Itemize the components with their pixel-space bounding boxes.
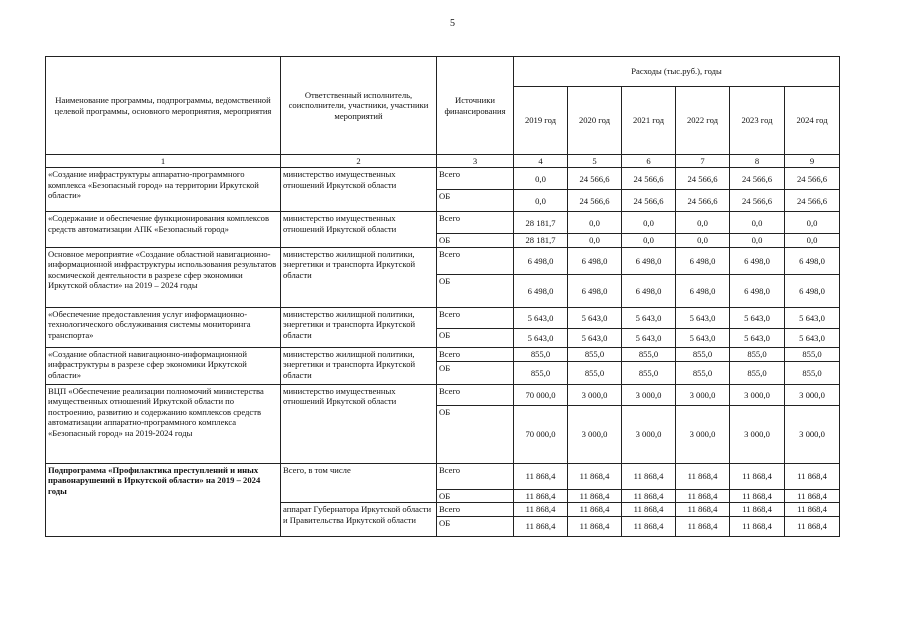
column-index: 5 (568, 155, 622, 168)
expense-value: 11 868,4 (730, 463, 785, 489)
expense-value: 855,0 (514, 347, 568, 361)
executor: министерство жилищной политики, энергетики и транспорта Иркутской области (281, 307, 437, 347)
expense-value: 6 498,0 (730, 274, 785, 307)
expense-value: 24 566,6 (622, 190, 676, 212)
budget-table (45, 56, 840, 537)
header-expenses: Расходы (тыс.руб.), годы (514, 57, 840, 87)
expense-value: 11 868,4 (785, 463, 840, 489)
expense-value: 24 566,6 (785, 168, 840, 190)
executor: министерство имущественных отношений Иркутской области (281, 384, 437, 463)
expense-value: 0,0 (730, 212, 785, 234)
expense-value: 6 498,0 (785, 274, 840, 307)
header-year: 2021 год (622, 87, 676, 155)
expense-value: 24 566,6 (568, 168, 622, 190)
expense-value: 0,0 (785, 234, 840, 247)
expense-value: 3 000,0 (730, 405, 785, 463)
header-year: 2023 год (730, 87, 785, 155)
expense-value: 11 868,4 (785, 503, 840, 516)
table-row (46, 307, 840, 328)
expense-value: 6 498,0 (785, 247, 840, 274)
expense-value: 11 868,4 (785, 516, 840, 536)
executor: министерство жилищной политики, энергетики и транспорта Иркутской области (281, 347, 437, 384)
table-row (46, 463, 840, 489)
expense-value: 0,0 (568, 234, 622, 247)
expense-value: 5 643,0 (514, 328, 568, 347)
executor: Всего, в том числе (281, 463, 437, 502)
page-number: 5 (450, 18, 455, 29)
program-name: «Создание инфраструктуры аппаратно-программного комплекса «Безопасный город» на территории Иркутской области» (46, 168, 281, 212)
expense-value: 11 868,4 (730, 489, 785, 502)
expense-value: 5 643,0 (730, 328, 785, 347)
expense-value: 11 868,4 (676, 463, 730, 489)
expense-value: 11 868,4 (568, 463, 622, 489)
header-year: 2022 год (676, 87, 730, 155)
funding-source: ОБ (437, 405, 514, 463)
header-year: 2024 год (785, 87, 840, 155)
expense-value: 11 868,4 (568, 516, 622, 536)
expense-value: 11 868,4 (730, 503, 785, 516)
table-row (46, 347, 840, 361)
column-index: 4 (514, 155, 568, 168)
expense-value: 6 498,0 (676, 274, 730, 307)
expense-value: 3 000,0 (676, 405, 730, 463)
expense-value: 855,0 (568, 361, 622, 384)
expense-value: 11 868,4 (514, 463, 568, 489)
expense-value: 11 868,4 (514, 503, 568, 516)
expense-value: 0,0 (514, 168, 568, 190)
expense-value: 24 566,6 (730, 190, 785, 212)
program-name: Основное мероприятие «Создание областной навигационно-информационной инфраструктуры использования результатов космической деятельности в разрезе сфер экономики Иркутской области» на 2019 – 2024 годы (46, 247, 281, 307)
executor: министерство имущественных отношений Иркутской области (281, 212, 437, 247)
expense-value: 855,0 (785, 361, 840, 384)
expense-value: 855,0 (514, 361, 568, 384)
expense-value: 3 000,0 (622, 384, 676, 405)
expense-value: 11 868,4 (676, 503, 730, 516)
program-name: ВЦП «Обеспечение реализации полномочий министерства имущественных отношений Иркутской области по построению, развитию и содержанию комплексов средств автоматизации аппаратно-программного комплекса «Безопасный город» на 2019-2024 годы (46, 384, 281, 463)
expense-value: 855,0 (622, 347, 676, 361)
expense-value: 24 566,6 (568, 190, 622, 212)
expense-value: 855,0 (730, 347, 785, 361)
expense-value: 28 181,7 (514, 212, 568, 234)
header-executor: Ответственный исполнитель, соисполнители, участники, участники мероприятий (281, 57, 437, 155)
expense-value: 3 000,0 (785, 384, 840, 405)
expense-value: 0,0 (622, 212, 676, 234)
expense-value: 3 000,0 (730, 384, 785, 405)
expense-value: 3 000,0 (568, 384, 622, 405)
expense-value: 6 498,0 (676, 247, 730, 274)
column-index: 2 (281, 155, 437, 168)
expense-value: 6 498,0 (514, 274, 568, 307)
funding-source: Всего (437, 347, 514, 361)
expense-value: 11 868,4 (622, 489, 676, 502)
funding-source: Всего (437, 168, 514, 190)
expense-value: 5 643,0 (622, 307, 676, 328)
funding-source: ОБ (437, 516, 514, 536)
header-year: 2019 год (514, 87, 568, 155)
expense-value: 5 643,0 (568, 307, 622, 328)
expense-value: 11 868,4 (785, 489, 840, 502)
expense-value: 5 643,0 (622, 328, 676, 347)
expense-value: 855,0 (785, 347, 840, 361)
expense-value: 855,0 (730, 361, 785, 384)
expense-value: 5 643,0 (676, 307, 730, 328)
expense-value: 0,0 (785, 212, 840, 234)
table-row (46, 212, 840, 234)
expense-value: 24 566,6 (676, 190, 730, 212)
header-funding-source: Источники финансирования (437, 57, 514, 155)
expense-value: 6 498,0 (514, 247, 568, 274)
funding-source: ОБ (437, 328, 514, 347)
funding-source: Всего (437, 212, 514, 234)
expense-value: 5 643,0 (730, 307, 785, 328)
expense-value: 5 643,0 (568, 328, 622, 347)
expense-value: 6 498,0 (622, 274, 676, 307)
column-index: 3 (437, 155, 514, 168)
expense-value: 0,0 (514, 190, 568, 212)
expense-value: 6 498,0 (568, 274, 622, 307)
expense-value: 0,0 (622, 234, 676, 247)
funding-source: Всего (437, 463, 514, 489)
expense-value: 11 868,4 (514, 489, 568, 502)
funding-source: ОБ (437, 190, 514, 212)
subprogram-name: Подпрограмма «Профилактика преступлений и иных правонарушений в Иркутской области» на 2019 – 2024 годы (46, 463, 281, 536)
expense-value: 3 000,0 (568, 405, 622, 463)
expense-value: 11 868,4 (568, 503, 622, 516)
expense-value: 11 868,4 (622, 503, 676, 516)
funding-source: ОБ (437, 274, 514, 307)
expense-value: 855,0 (622, 361, 676, 384)
program-name: «Обеспечение предоставления услуг информационно-технологического обслуживания системы мониторинга транспорта» (46, 307, 281, 347)
expense-value: 11 868,4 (568, 489, 622, 502)
expense-value: 5 643,0 (676, 328, 730, 347)
executor: министерство имущественных отношений Иркутской области (281, 168, 437, 212)
program-name: «Создание областной навигационно-информационной инфраструктуры в разрезе сфер экономики Иркутской области» (46, 347, 281, 384)
funding-source: Всего (437, 503, 514, 516)
expense-value: 11 868,4 (676, 516, 730, 536)
funding-source: Всего (437, 307, 514, 328)
header-program-name: Наименование программы, подпрограммы, ведомственной целевой программы, основного мероприятия, мероприятия (46, 57, 281, 155)
executor: министерство жилищной политики, энергетики и транспорта Иркутской области (281, 247, 437, 307)
expense-value: 11 868,4 (730, 516, 785, 536)
expense-value: 24 566,6 (730, 168, 785, 190)
funding-source: ОБ (437, 489, 514, 502)
expense-value: 24 566,6 (622, 168, 676, 190)
expense-value: 0,0 (730, 234, 785, 247)
expense-value: 6 498,0 (568, 247, 622, 274)
column-index-row (46, 155, 840, 168)
funding-source: Всего (437, 247, 514, 274)
funding-source: ОБ (437, 361, 514, 384)
expense-value: 6 498,0 (622, 247, 676, 274)
program-name: «Содержание и обеспечение функционирования комплексов средств автоматизации АПК «Безопасный город» (46, 212, 281, 247)
expense-value: 11 868,4 (622, 463, 676, 489)
expense-value: 3 000,0 (785, 405, 840, 463)
column-index: 1 (46, 155, 281, 168)
expense-value: 70 000,0 (514, 384, 568, 405)
expense-value: 855,0 (568, 347, 622, 361)
column-index: 6 (622, 155, 676, 168)
expense-value: 0,0 (676, 234, 730, 247)
expense-value: 3 000,0 (676, 384, 730, 405)
expense-value: 11 868,4 (622, 516, 676, 536)
expense-value: 5 643,0 (785, 328, 840, 347)
expense-value: 6 498,0 (730, 247, 785, 274)
table-row (46, 384, 840, 405)
executor: аппарат Губернатора Иркутской области и Правительства Иркутской области (281, 503, 437, 536)
table-row (46, 247, 840, 274)
expense-value: 11 868,4 (514, 516, 568, 536)
expense-value: 5 643,0 (785, 307, 840, 328)
table-row (46, 168, 840, 190)
expense-value: 855,0 (676, 361, 730, 384)
expense-value: 855,0 (676, 347, 730, 361)
expense-value: 24 566,6 (676, 168, 730, 190)
expense-value: 70 000,0 (514, 405, 568, 463)
column-index: 9 (785, 155, 840, 168)
column-index: 7 (676, 155, 730, 168)
expense-value: 24 566,6 (785, 190, 840, 212)
expense-value: 0,0 (568, 212, 622, 234)
expense-value: 11 868,4 (676, 489, 730, 502)
column-index: 8 (730, 155, 785, 168)
header-year: 2020 год (568, 87, 622, 155)
expense-value: 5 643,0 (514, 307, 568, 328)
funding-source: ОБ (437, 234, 514, 247)
expense-value: 3 000,0 (622, 405, 676, 463)
expense-value: 28 181,7 (514, 234, 568, 247)
expense-value: 0,0 (676, 212, 730, 234)
funding-source: Всего (437, 384, 514, 405)
